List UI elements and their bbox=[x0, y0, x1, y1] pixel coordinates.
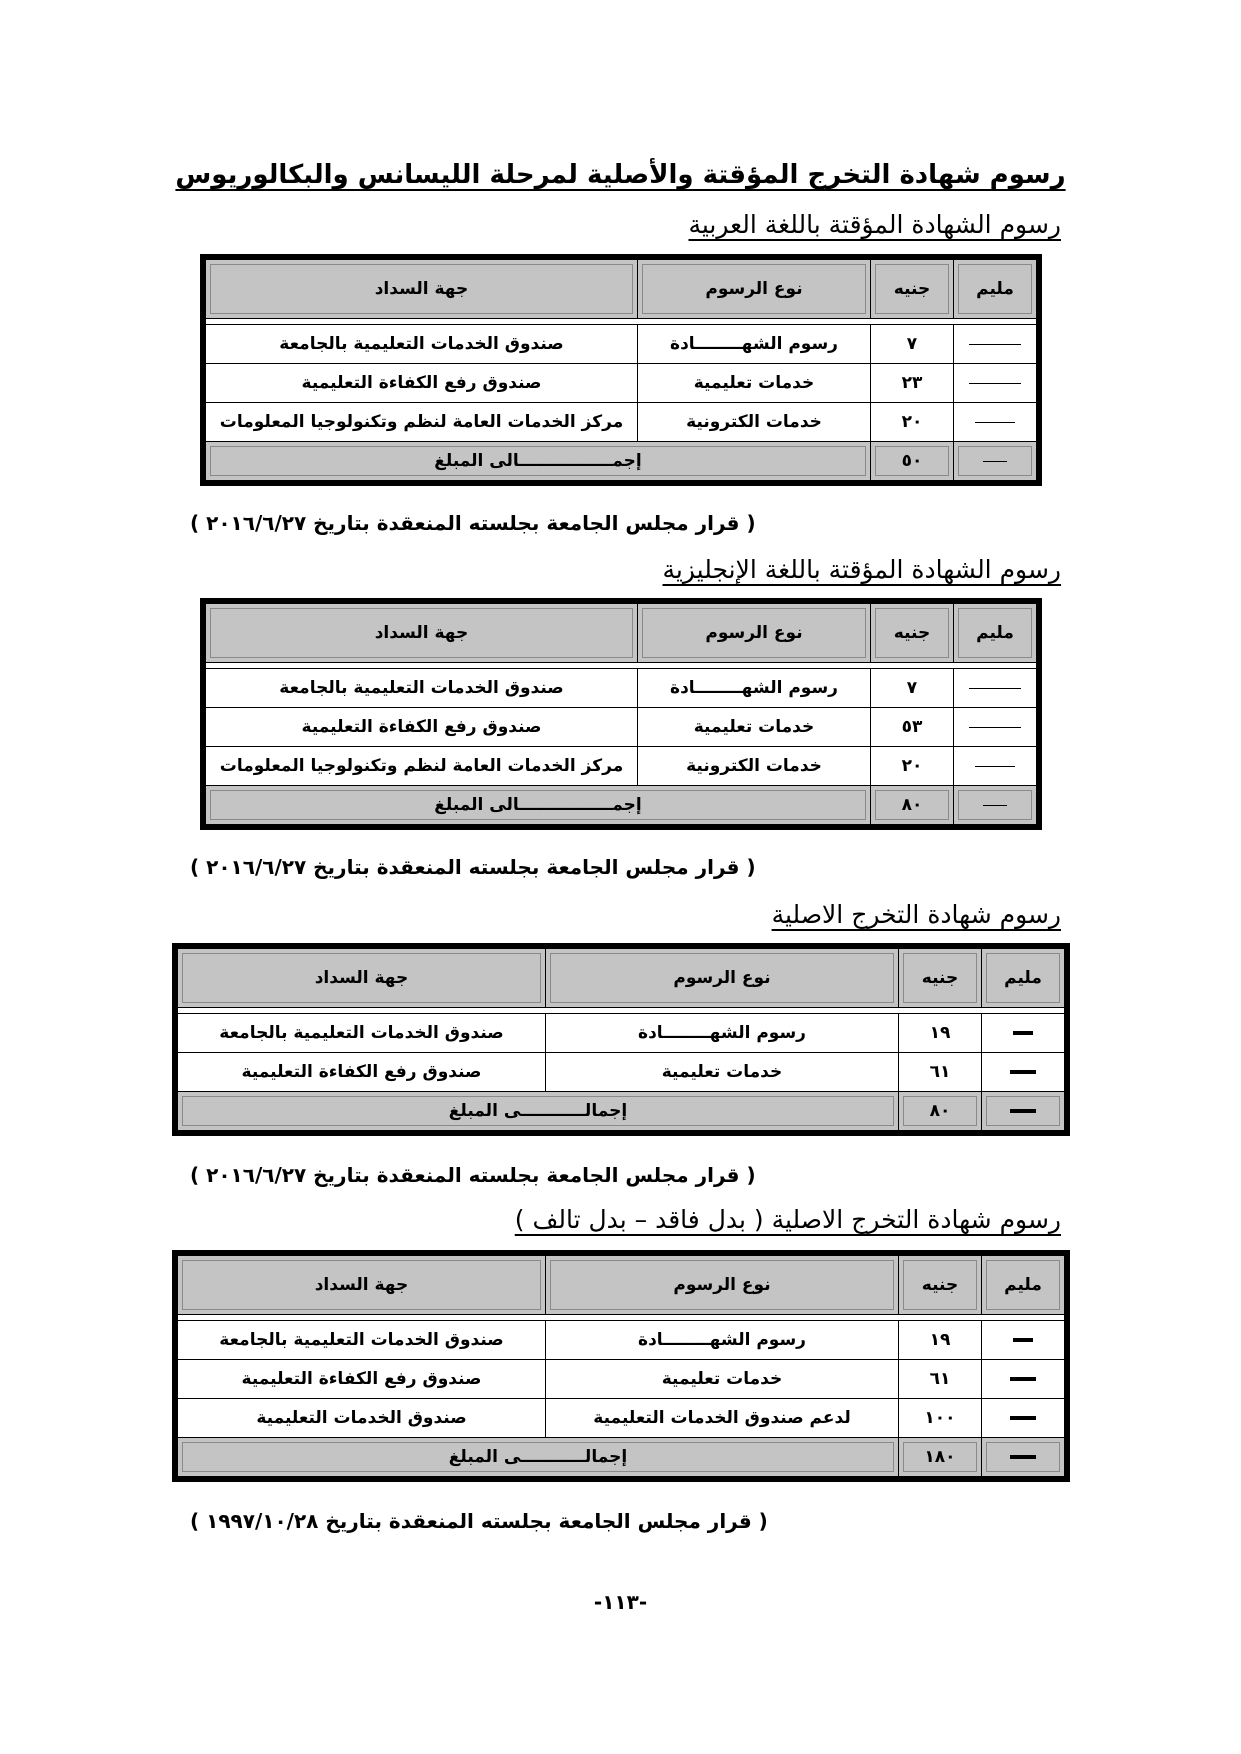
pound-cell: ٥٣ bbox=[871, 708, 954, 747]
payer-cell: مركز الخدمات العامة لنظم وتكنولوجيا المعلومات bbox=[203, 403, 638, 442]
empty-dash bbox=[975, 422, 1015, 423]
millieme-cell bbox=[954, 786, 1040, 828]
payer-cell: صندوق الخدمات التعليمية بالجامعة bbox=[175, 1014, 546, 1053]
pound-cell: ٦١ bbox=[899, 1053, 982, 1092]
fee-type-cell: رسوم الشهــــــــادة bbox=[546, 1321, 899, 1360]
table-header-row bbox=[203, 257, 1039, 319]
millieme-cell bbox=[982, 1360, 1068, 1399]
pound-cell: ١٠٠ bbox=[899, 1399, 982, 1438]
fee-type-cell: خدمات تعليمية bbox=[546, 1360, 899, 1399]
fee-type-cell: خدمات تعليمية bbox=[638, 708, 871, 747]
millieme-cell bbox=[982, 1014, 1068, 1053]
fee-type-cell: خدمات الكترونية bbox=[638, 747, 871, 786]
header-pound: جنيه bbox=[899, 1253, 982, 1315]
millieme-cell bbox=[954, 403, 1040, 442]
table-header-row bbox=[175, 946, 1067, 1008]
fee-type-cell: خدمات تعليمية bbox=[638, 364, 871, 403]
header-pound: جنيه bbox=[899, 946, 982, 1008]
header-fee-type: نوع الرسوم bbox=[638, 257, 871, 319]
decision-note-3: ( قرار مجلس الجامعة بجلسته المنعقدة بتاريخ ٢٠١٦/٦/٢٧ ) bbox=[190, 1163, 756, 1187]
total-row bbox=[203, 786, 1039, 828]
empty-dash bbox=[1010, 1377, 1036, 1381]
empty-dash bbox=[975, 766, 1015, 767]
table-row bbox=[175, 1014, 1067, 1053]
header-millieme: مليم bbox=[982, 1253, 1068, 1315]
fee-type-cell: رسوم الشهــــــــادة bbox=[638, 669, 871, 708]
header-payer: جهة السداد bbox=[203, 257, 638, 319]
millieme-cell bbox=[982, 1321, 1068, 1360]
empty-dash bbox=[969, 688, 1021, 689]
payer-cell: صندوق الخدمات التعليمية bbox=[175, 1399, 546, 1438]
pound-cell: ٧ bbox=[871, 325, 954, 364]
header-millieme: مليم bbox=[954, 257, 1040, 319]
fee-type-cell: لدعم صندوق الخدمات التعليمية bbox=[546, 1399, 899, 1438]
header-millieme: مليم bbox=[982, 946, 1068, 1008]
table-row bbox=[203, 747, 1039, 786]
payer-cell: صندوق رفع الكفاءة التعليمية bbox=[175, 1360, 546, 1399]
millieme-cell bbox=[954, 364, 1040, 403]
total-pound: ٨٠ bbox=[871, 786, 954, 828]
total-label: إجمالـــــــــــى المبلغ bbox=[175, 1092, 899, 1134]
millieme-cell bbox=[982, 1438, 1068, 1480]
payer-cell: صندوق الخدمات التعليمية بالجامعة bbox=[203, 669, 638, 708]
table-row bbox=[175, 1053, 1067, 1092]
table-row bbox=[203, 669, 1039, 708]
total-pound: ١٨٠ bbox=[899, 1438, 982, 1480]
total-label: إجمــــــــــــــــالى المبلغ bbox=[203, 442, 871, 484]
header-millieme: مليم bbox=[954, 601, 1040, 663]
fees-table-4 bbox=[172, 1250, 1070, 1482]
empty-dash bbox=[969, 727, 1021, 728]
table-row bbox=[203, 364, 1039, 403]
payer-cell: صندوق رفع الكفاءة التعليمية bbox=[175, 1053, 546, 1092]
header-fee-type: نوع الرسوم bbox=[546, 946, 899, 1008]
table-row bbox=[175, 1360, 1067, 1399]
table-row bbox=[203, 708, 1039, 747]
millieme-cell bbox=[954, 708, 1040, 747]
section-title-2: رسوم الشهادة المؤقتة باللغة الإنجليزية bbox=[662, 555, 1061, 584]
empty-dash bbox=[1010, 1416, 1036, 1420]
millieme-cell bbox=[954, 325, 1040, 364]
millieme-cell bbox=[954, 442, 1040, 484]
payer-cell: صندوق الخدمات التعليمية بالجامعة bbox=[175, 1321, 546, 1360]
page-title-text: رسوم شهادة التخرج المؤقتة والأصلية لمرحلة الليسانس والبكالوريوس bbox=[175, 160, 1066, 190]
total-pound: ٥٠ bbox=[871, 442, 954, 484]
empty-dash bbox=[983, 805, 1007, 806]
empty-dash bbox=[1010, 1455, 1036, 1459]
table-row bbox=[203, 325, 1039, 364]
pound-cell: ٦١ bbox=[899, 1360, 982, 1399]
page-title bbox=[0, 160, 1241, 190]
pound-cell: ٢٠ bbox=[871, 403, 954, 442]
fee-type-cell: رسوم الشهــــــــادة bbox=[546, 1014, 899, 1053]
fees-table-1 bbox=[200, 254, 1042, 486]
header-pound: جنيه bbox=[871, 257, 954, 319]
total-pound: ٨٠ bbox=[899, 1092, 982, 1134]
decision-note-1: ( قرار مجلس الجامعة بجلسته المنعقدة بتاريخ ٢٠١٦/٦/٢٧ ) bbox=[190, 511, 756, 535]
table-header-row bbox=[175, 1253, 1067, 1315]
fee-type-cell: خدمات تعليمية bbox=[546, 1053, 899, 1092]
total-label: إجمالـــــــــــى المبلغ bbox=[175, 1438, 899, 1480]
millieme-cell bbox=[954, 747, 1040, 786]
millieme-cell bbox=[954, 669, 1040, 708]
header-payer: جهة السداد bbox=[175, 946, 546, 1008]
fee-type-cell: رسوم الشهــــــــادة bbox=[638, 325, 871, 364]
empty-dash bbox=[1010, 1070, 1036, 1074]
millieme-cell bbox=[982, 1092, 1068, 1134]
millieme-cell bbox=[982, 1399, 1068, 1438]
empty-dash bbox=[1010, 1109, 1036, 1113]
section-title-3: رسوم شهادة التخرج الاصلية bbox=[771, 900, 1061, 929]
fees-table-2 bbox=[200, 598, 1042, 830]
millieme-cell bbox=[982, 1053, 1068, 1092]
payer-cell: صندوق الخدمات التعليمية بالجامعة bbox=[203, 325, 638, 364]
pound-cell: ١٩ bbox=[899, 1014, 982, 1053]
total-label: إجمــــــــــــــــالى المبلغ bbox=[203, 786, 871, 828]
fees-table-3 bbox=[172, 943, 1070, 1136]
pound-cell: ٢٠ bbox=[871, 747, 954, 786]
decision-note-4: ( قرار مجلس الجامعة بجلسته المنعقدة بتاريخ ١٩٩٧/١٠/٢٨ ) bbox=[190, 1509, 768, 1533]
table-row bbox=[175, 1399, 1067, 1438]
header-payer: جهة السداد bbox=[203, 601, 638, 663]
total-row bbox=[175, 1438, 1067, 1480]
fee-type-cell: خدمات الكترونية bbox=[638, 403, 871, 442]
payer-cell: مركز الخدمات العامة لنظم وتكنولوجيا المعلومات bbox=[203, 747, 638, 786]
pound-cell: ١٩ bbox=[899, 1321, 982, 1360]
table-row bbox=[203, 403, 1039, 442]
total-row bbox=[203, 442, 1039, 484]
payer-cell: صندوق رفع الكفاءة التعليمية bbox=[203, 364, 638, 403]
header-fee-type: نوع الرسوم bbox=[638, 601, 871, 663]
empty-dash bbox=[1013, 1031, 1033, 1035]
pound-cell: ٧ bbox=[871, 669, 954, 708]
pound-cell: ٢٣ bbox=[871, 364, 954, 403]
empty-dash bbox=[983, 461, 1007, 462]
table-row bbox=[175, 1321, 1067, 1360]
header-payer: جهة السداد bbox=[175, 1253, 546, 1315]
table-header-row bbox=[203, 601, 1039, 663]
empty-dash bbox=[969, 344, 1021, 345]
total-row bbox=[175, 1092, 1067, 1134]
header-fee-type: نوع الرسوم bbox=[546, 1253, 899, 1315]
empty-dash bbox=[969, 383, 1021, 384]
section-title-1: رسوم الشهادة المؤقتة باللغة العربية bbox=[688, 210, 1061, 239]
empty-dash bbox=[1013, 1338, 1033, 1342]
header-pound: جنيه bbox=[871, 601, 954, 663]
page-number: -١١٣- bbox=[593, 1590, 648, 1614]
section-title-4: رسوم شهادة التخرج الاصلية ( بدل فاقد – بدل تالف ) bbox=[514, 1205, 1061, 1234]
decision-note-2: ( قرار مجلس الجامعة بجلسته المنعقدة بتاريخ ٢٠١٦/٦/٢٧ ) bbox=[190, 855, 756, 879]
payer-cell: صندوق رفع الكفاءة التعليمية bbox=[203, 708, 638, 747]
